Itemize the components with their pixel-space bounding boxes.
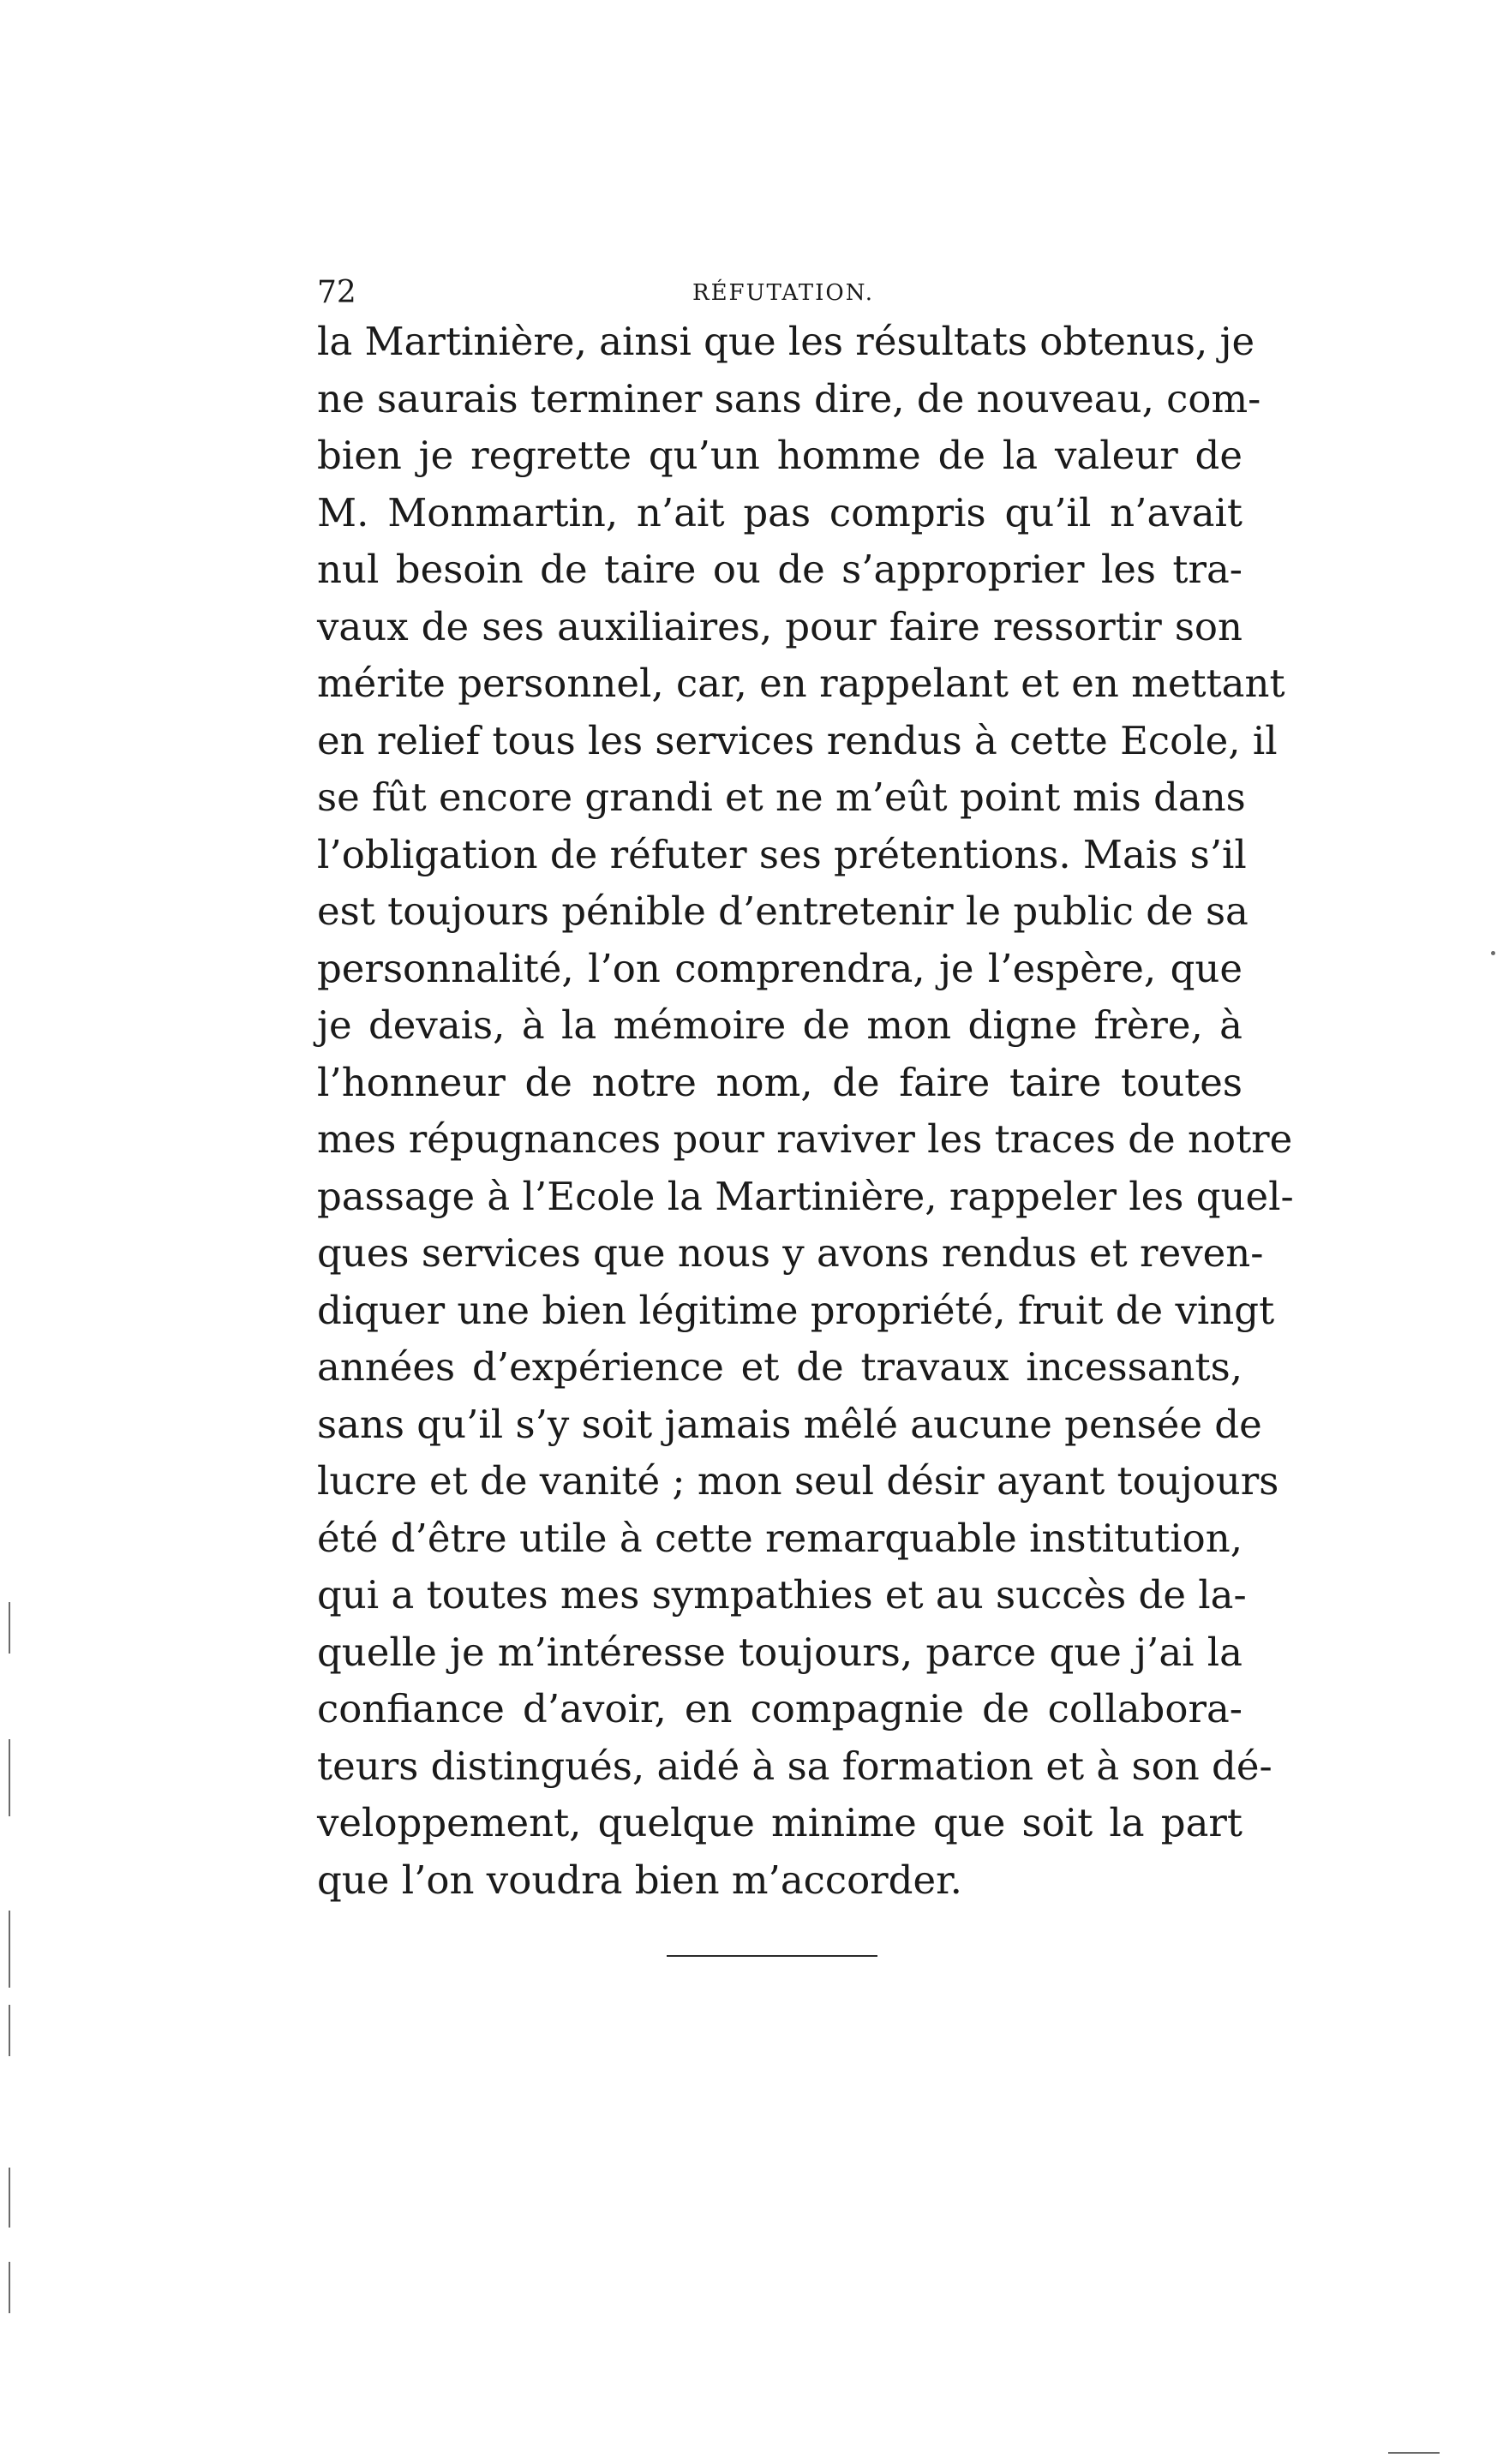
text-line: été d’être utile à cette remarquable institution, (317, 1515, 1243, 1561)
text-line: années d’expérience et de travaux incessants, (317, 1344, 1243, 1390)
text-line: qui a toutes mes sympathies et au succès de la- (317, 1572, 1247, 1618)
page-number: 72 (317, 275, 356, 310)
text-line: passage à l’Ecole la Martinière, rappeler les quel- (317, 1173, 1294, 1219)
section-end-rule (667, 1955, 877, 1957)
text-line: lucre et de vanité ; mon seul désir ayant toujours (317, 1458, 1279, 1504)
text-line: se fût encore grandi et ne m’eût point mis dans (317, 774, 1246, 820)
text-line: l’obligation de réfuter ses prétentions. Mais s’il (317, 831, 1247, 877)
scan-mark (9, 2262, 10, 2313)
text-line: vaux de ses auxiliaires, pour faire ressortir son (317, 603, 1243, 649)
text-line: nul besoin de taire ou de s’approprier les tra- (317, 547, 1243, 592)
text-line: M. Monmartin, n’ait pas compris qu’il n’avait (317, 489, 1243, 535)
text-line: quelle je m’intéresse toujours, parce que j’ai la (317, 1629, 1243, 1675)
scan-mark (9, 2005, 10, 2056)
text-line: mes répugnances pour raviver les traces de notre (317, 1116, 1293, 1162)
text-line: en relief tous les services rendus à cette Ecole, il (317, 717, 1278, 763)
text-line: bien je regrette qu’un homme de la valeur de (317, 433, 1243, 478)
scan-mark (1388, 2452, 1440, 2454)
body-text (317, 314, 1294, 1909)
scan-mark (9, 1602, 10, 1654)
scan-mark (1491, 951, 1495, 955)
scan-mark (9, 1739, 10, 1816)
text-line-final: que l’on voudra bien m’accorder. (317, 1857, 962, 1903)
text-line: est toujours pénible d’entretenir le public de sa (317, 888, 1248, 934)
text-line: veloppement, quelque minime que soit la part (317, 1800, 1243, 1845)
text-line: ne saurais terminer sans dire, de nouveau, com- (317, 375, 1261, 422)
text-line: ques services que nous y avons rendus et reven- (317, 1230, 1264, 1276)
text-line: personnalité, l’on comprendra, je l’espère, que (317, 945, 1243, 991)
text-line: diquer une bien légitime propriété, fruit de vingt (317, 1287, 1275, 1333)
text-line: je devais, à la mémoire de mon digne frère, à (317, 1002, 1243, 1048)
text-line: la Martinière, ainsi que les résultats obtenus, je (317, 319, 1255, 364)
running-title: RÉFUTATION. (692, 280, 875, 306)
text-line: mérite personnel, car, en rappelant et en mettant (317, 661, 1285, 706)
text-line: confiance d’avoir, en compagnie de collabora- (317, 1686, 1243, 1731)
text-line: teurs distingués, aidé à sa formation et à son dé- (317, 1743, 1272, 1789)
page-header (317, 272, 1243, 314)
text-line: l’honneur de notre nom, de faire taire toutes (317, 1059, 1243, 1105)
text-line: sans qu’il s’y soit jamais mêlé aucune pensée de (317, 1401, 1262, 1447)
scan-mark (9, 2168, 10, 2228)
scan-mark (9, 1911, 10, 1988)
